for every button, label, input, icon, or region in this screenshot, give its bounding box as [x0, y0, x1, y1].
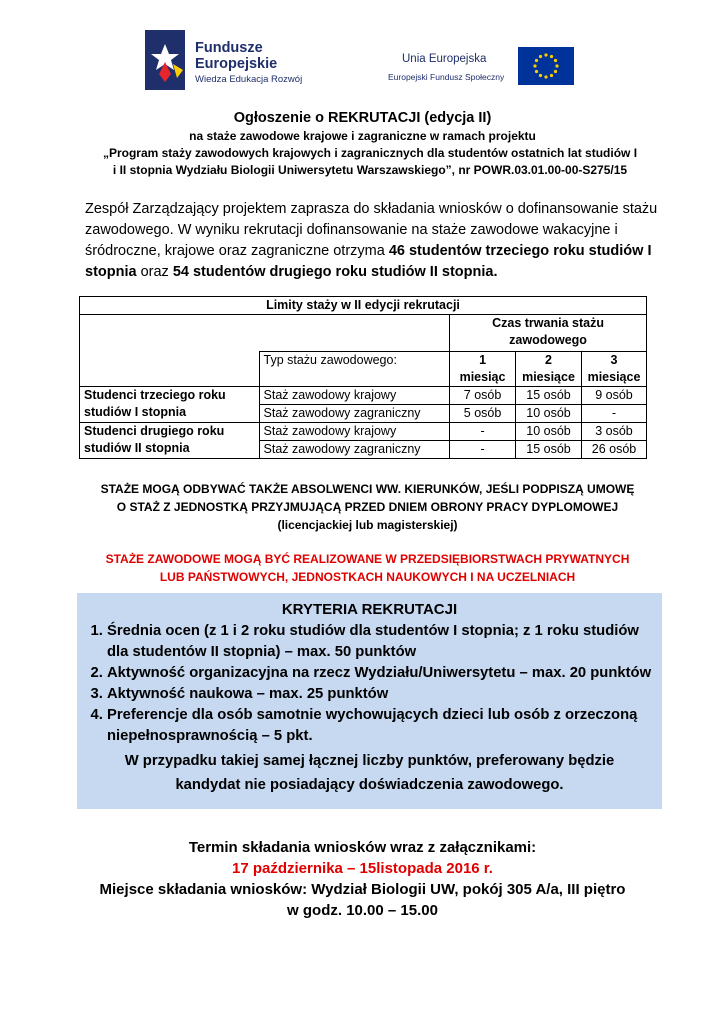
row-type: Staż zawodowy krajowy — [259, 423, 450, 441]
duration-header: Czas trwania stażu zawodowego — [450, 315, 647, 352]
deadline-hours: w godz. 10.00 – 15.00 — [287, 902, 438, 919]
eu-flag-icon — [518, 47, 574, 85]
list-item: 4. Preferencje dla osób samotnie wychowujących dzieci lub osób z orzeczoną niepełnosprawnością – 5 pkt. — [107, 705, 652, 747]
month-header: 1 miesiąc — [450, 352, 516, 387]
table-cell: 15 osób — [516, 387, 582, 405]
table-cell: 7 osób — [450, 387, 516, 405]
list-item: 3. Aktywność naukowa – max. 25 punktów — [107, 684, 652, 705]
deadline-dates: 17 października – 15listopada 2016 r. — [232, 860, 493, 877]
program-name: „Program staży zawodowych krajowych i zagranicznych dla studentów ostatnich lat studiów I i II stopnia Wydziału Biologii Uniwersytetu Warszawskiego”, nr POWR.03.01.00-00-S275/15 — [102, 146, 638, 177]
table-row — [80, 387, 647, 405]
deadline-label: Termin składania wniosków wraz z załącznikami: — [188, 839, 537, 856]
fe-name: Fundusze Europejskie — [195, 40, 278, 72]
row-type: Staż zawodowy zagraniczny — [259, 441, 450, 459]
type-header: Typ stażu zawodowego: — [259, 352, 450, 387]
table-cell: 9 osób — [581, 387, 646, 405]
deadline-place: Miejsce składania wniosków: Wydział Biologii UW, pokój 305 A/a, III piętro — [99, 881, 626, 898]
table-cell: - — [450, 441, 516, 459]
criteria-box — [77, 593, 662, 809]
deadline-block — [0, 837, 725, 921]
table-cell: 3 osób — [581, 423, 646, 441]
month-header: 3 miesiące — [581, 352, 646, 387]
criteria-list — [87, 621, 652, 747]
table-row — [80, 423, 647, 441]
table-cell: - — [450, 423, 516, 441]
table-cell: 10 osób — [516, 423, 582, 441]
page-subtitle: na staże zawodowe krajowe i zagraniczne w ramach projektu — [189, 129, 536, 143]
criteria-title: KRYTERIA REKRUTACJI — [281, 601, 458, 618]
table-cell: 5 osób — [450, 405, 516, 423]
row-type: Staż zawodowy krajowy — [259, 387, 450, 405]
limits-table — [79, 296, 647, 459]
table-cell: - — [581, 405, 646, 423]
table-cell: 15 osób — [516, 441, 582, 459]
graduates-notice: STAŻE MOGĄ ODBYWAĆ TAKŻE ABSOLWENCI WW. KIERUNKÓW, JEŚLI PODPISZĄ UMOWĘ O STAŻ Z JEDNOSTKĄ PRZYJMUJĄCĄ PRZED DNIEM OBRONY PRACY DYPLOMOWEJ (licencjackiej lub magisterskiej) — [100, 482, 635, 532]
tie-breaker: W przypadku takiej samej łącznej liczby punktów, preferowany będzie kandydat nie posiadający doświadczenia zawodowego. — [124, 753, 615, 793]
row-type: Staż zawodowy zagraniczny — [259, 405, 450, 423]
table-title: Limity staży w II edycji rekrutacji — [80, 297, 647, 315]
list-item: 1. Średnia ocen (z 1 i 2 roku studiów dla studentów I stopnia; z 1 roku studiów dla studentów II stopnia) – max. 50 punktów — [107, 621, 652, 663]
month-header: 2 miesiące — [516, 352, 582, 387]
group-label: Studenci trzeciego roku studiów I stopnia — [80, 387, 260, 423]
ue-name: Unia Europejska — [402, 53, 487, 65]
institutions-notice: STAŻE ZAWODOWE MOGĄ BYĆ REALIZOWANE W PRZEDSIĘBIORSTWACH PRYWATNYCH LUB PAŃSTWOWYCH, JEDNOSTKACH NAUKOWYCH I NA UCZELNIACH — [105, 552, 630, 584]
unia-europejska-logo — [388, 45, 578, 90]
intro-paragraph: Zespół Zarządzający projektem zaprasza do składania wniosków o dofinansowanie stażu zawodowego. W wyniku rekrutacji dofinansowanie na staże zawodowe wakacyjne i śródroczne, krajowe oraz zagraniczne otrzyma 46 studentów trzeciego roku studiów I stopnia oraz 54 studentów drugiego roku studiów II stopnia. — [85, 201, 658, 280]
list-item: 2. Aktywność organizacyjna na rzecz Wydziału/Uniwersytetu – max. 20 punktów — [107, 663, 652, 684]
fe-sub: Wiedza Edukacja Rozwój — [195, 74, 303, 85]
fundusze-europejskie-logo — [143, 30, 313, 110]
group-label: Studenci drugiego roku studiów II stopnia — [80, 423, 260, 459]
page-title: Ogłoszenie o REKRUTACJI (edycja II) — [233, 110, 492, 126]
ue-sub: Europejski Fundusz Społeczny — [388, 72, 505, 82]
fe-star-icon — [143, 30, 187, 90]
table-cell: 26 osób — [581, 441, 646, 459]
table-empty-cell — [80, 352, 260, 387]
table-cell: 10 osób — [516, 405, 582, 423]
table-corner — [80, 315, 450, 352]
